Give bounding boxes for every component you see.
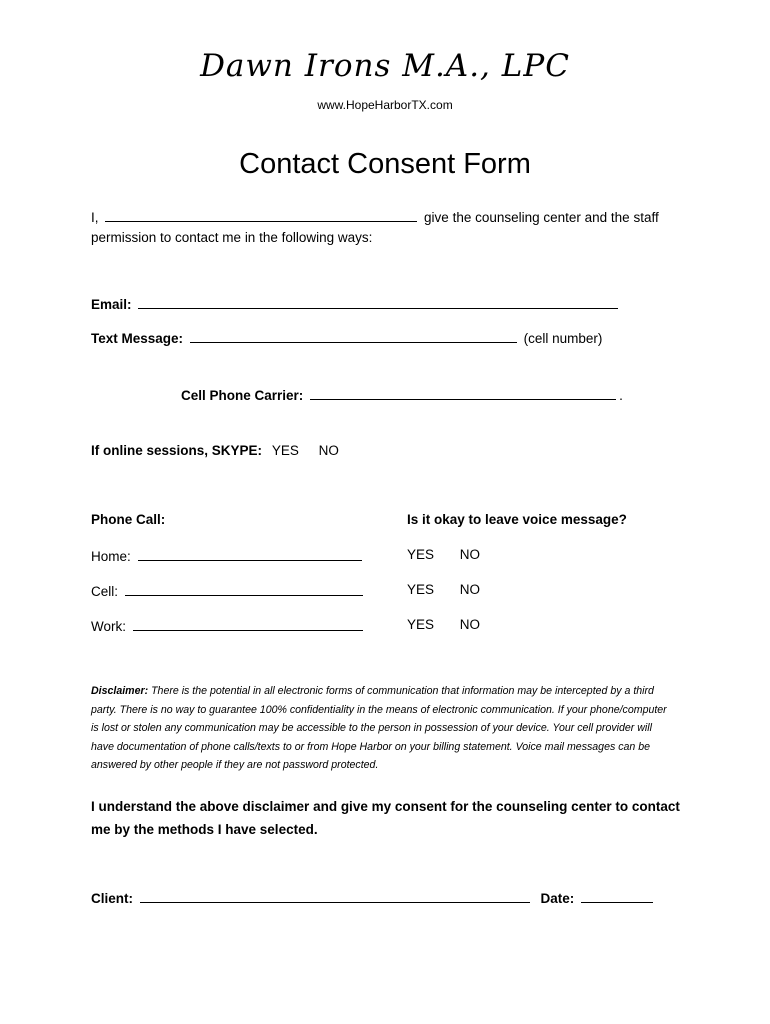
client-label: Client: xyxy=(91,891,133,906)
cell-number-field[interactable] xyxy=(190,329,517,343)
home-phone-field[interactable] xyxy=(138,547,362,561)
text-message-label: Text Message: xyxy=(91,331,184,346)
date-field[interactable] xyxy=(581,889,653,903)
skype-no-option[interactable]: NO xyxy=(318,443,339,458)
work-phone-field[interactable] xyxy=(133,617,363,631)
email-row xyxy=(91,295,621,312)
cell-number-note: (cell number) xyxy=(523,331,603,346)
name-field[interactable] xyxy=(105,208,417,222)
disclaimer-label: Disclaimer: xyxy=(91,685,149,697)
cell-phone-label: Cell: xyxy=(91,584,119,599)
work-phone-label: Work: xyxy=(91,619,127,634)
phone-call-heading: Phone Call: xyxy=(91,512,166,527)
text-message-row xyxy=(91,329,602,346)
cell-no-option[interactable]: NO xyxy=(459,582,481,597)
website-url: www.HopeHarborTX.com xyxy=(317,98,453,112)
work-voice-options xyxy=(407,617,496,632)
carrier-row xyxy=(181,386,623,403)
home-no-option[interactable]: NO xyxy=(459,547,481,562)
skype-yes-option[interactable]: YES xyxy=(271,443,299,458)
skype-label: If online sessions, SKYPE: xyxy=(91,443,263,458)
form-title: Contact Consent Form xyxy=(239,148,531,180)
intro-line-2: permission to contact me in the following ways: xyxy=(91,230,373,245)
home-phone-label: Home: xyxy=(91,549,131,564)
home-voice-options xyxy=(407,547,496,562)
intro-prefix: I, xyxy=(91,210,99,225)
skype-row xyxy=(91,443,355,458)
carrier-period: . xyxy=(619,388,623,403)
date-label: Date: xyxy=(540,891,575,906)
intro-line-1 xyxy=(91,208,659,225)
work-yes-option[interactable]: YES xyxy=(407,617,435,632)
disclaimer xyxy=(91,682,676,775)
signature-row xyxy=(91,889,656,906)
home-phone-row xyxy=(91,547,365,564)
consent-statement: I understand the above disclaimer and give my consent for the counseling center to contact me by the methods I have selected. xyxy=(91,799,680,837)
practitioner-name: Dawn Irons M.A., LPC xyxy=(200,48,570,84)
voice-message-heading: Is it okay to leave voice message? xyxy=(407,512,627,527)
email-field[interactable] xyxy=(138,295,618,309)
email-label: Email: xyxy=(91,297,132,312)
carrier-field[interactable] xyxy=(310,386,616,400)
work-no-option[interactable]: NO xyxy=(459,617,481,632)
cell-phone-row xyxy=(91,582,366,599)
home-yes-option[interactable]: YES xyxy=(407,547,435,562)
intro-suffix: give the counseling center and the staff xyxy=(424,210,659,225)
work-phone-row xyxy=(91,617,366,634)
disclaimer-text: There is the potential in all electronic forms of communication that information may be intercepted by a third party. There is no way to guarantee 100% confidentiality in the means of electronic communication. If your phone/computer is lost or stolen any communication may be accessible to the person in possession of your device. Your cell provider will have documentation of phone calls/texts to or from Hope Harbor on your billing statement. Voice mail messages can be answered by other people if they are not password protected. xyxy=(91,685,667,771)
cell-yes-option[interactable]: YES xyxy=(407,582,435,597)
cell-voice-options xyxy=(407,582,496,597)
cell-phone-field[interactable] xyxy=(125,582,363,596)
carrier-label: Cell Phone Carrier: xyxy=(181,388,304,403)
client-signature-field[interactable] xyxy=(140,889,530,903)
